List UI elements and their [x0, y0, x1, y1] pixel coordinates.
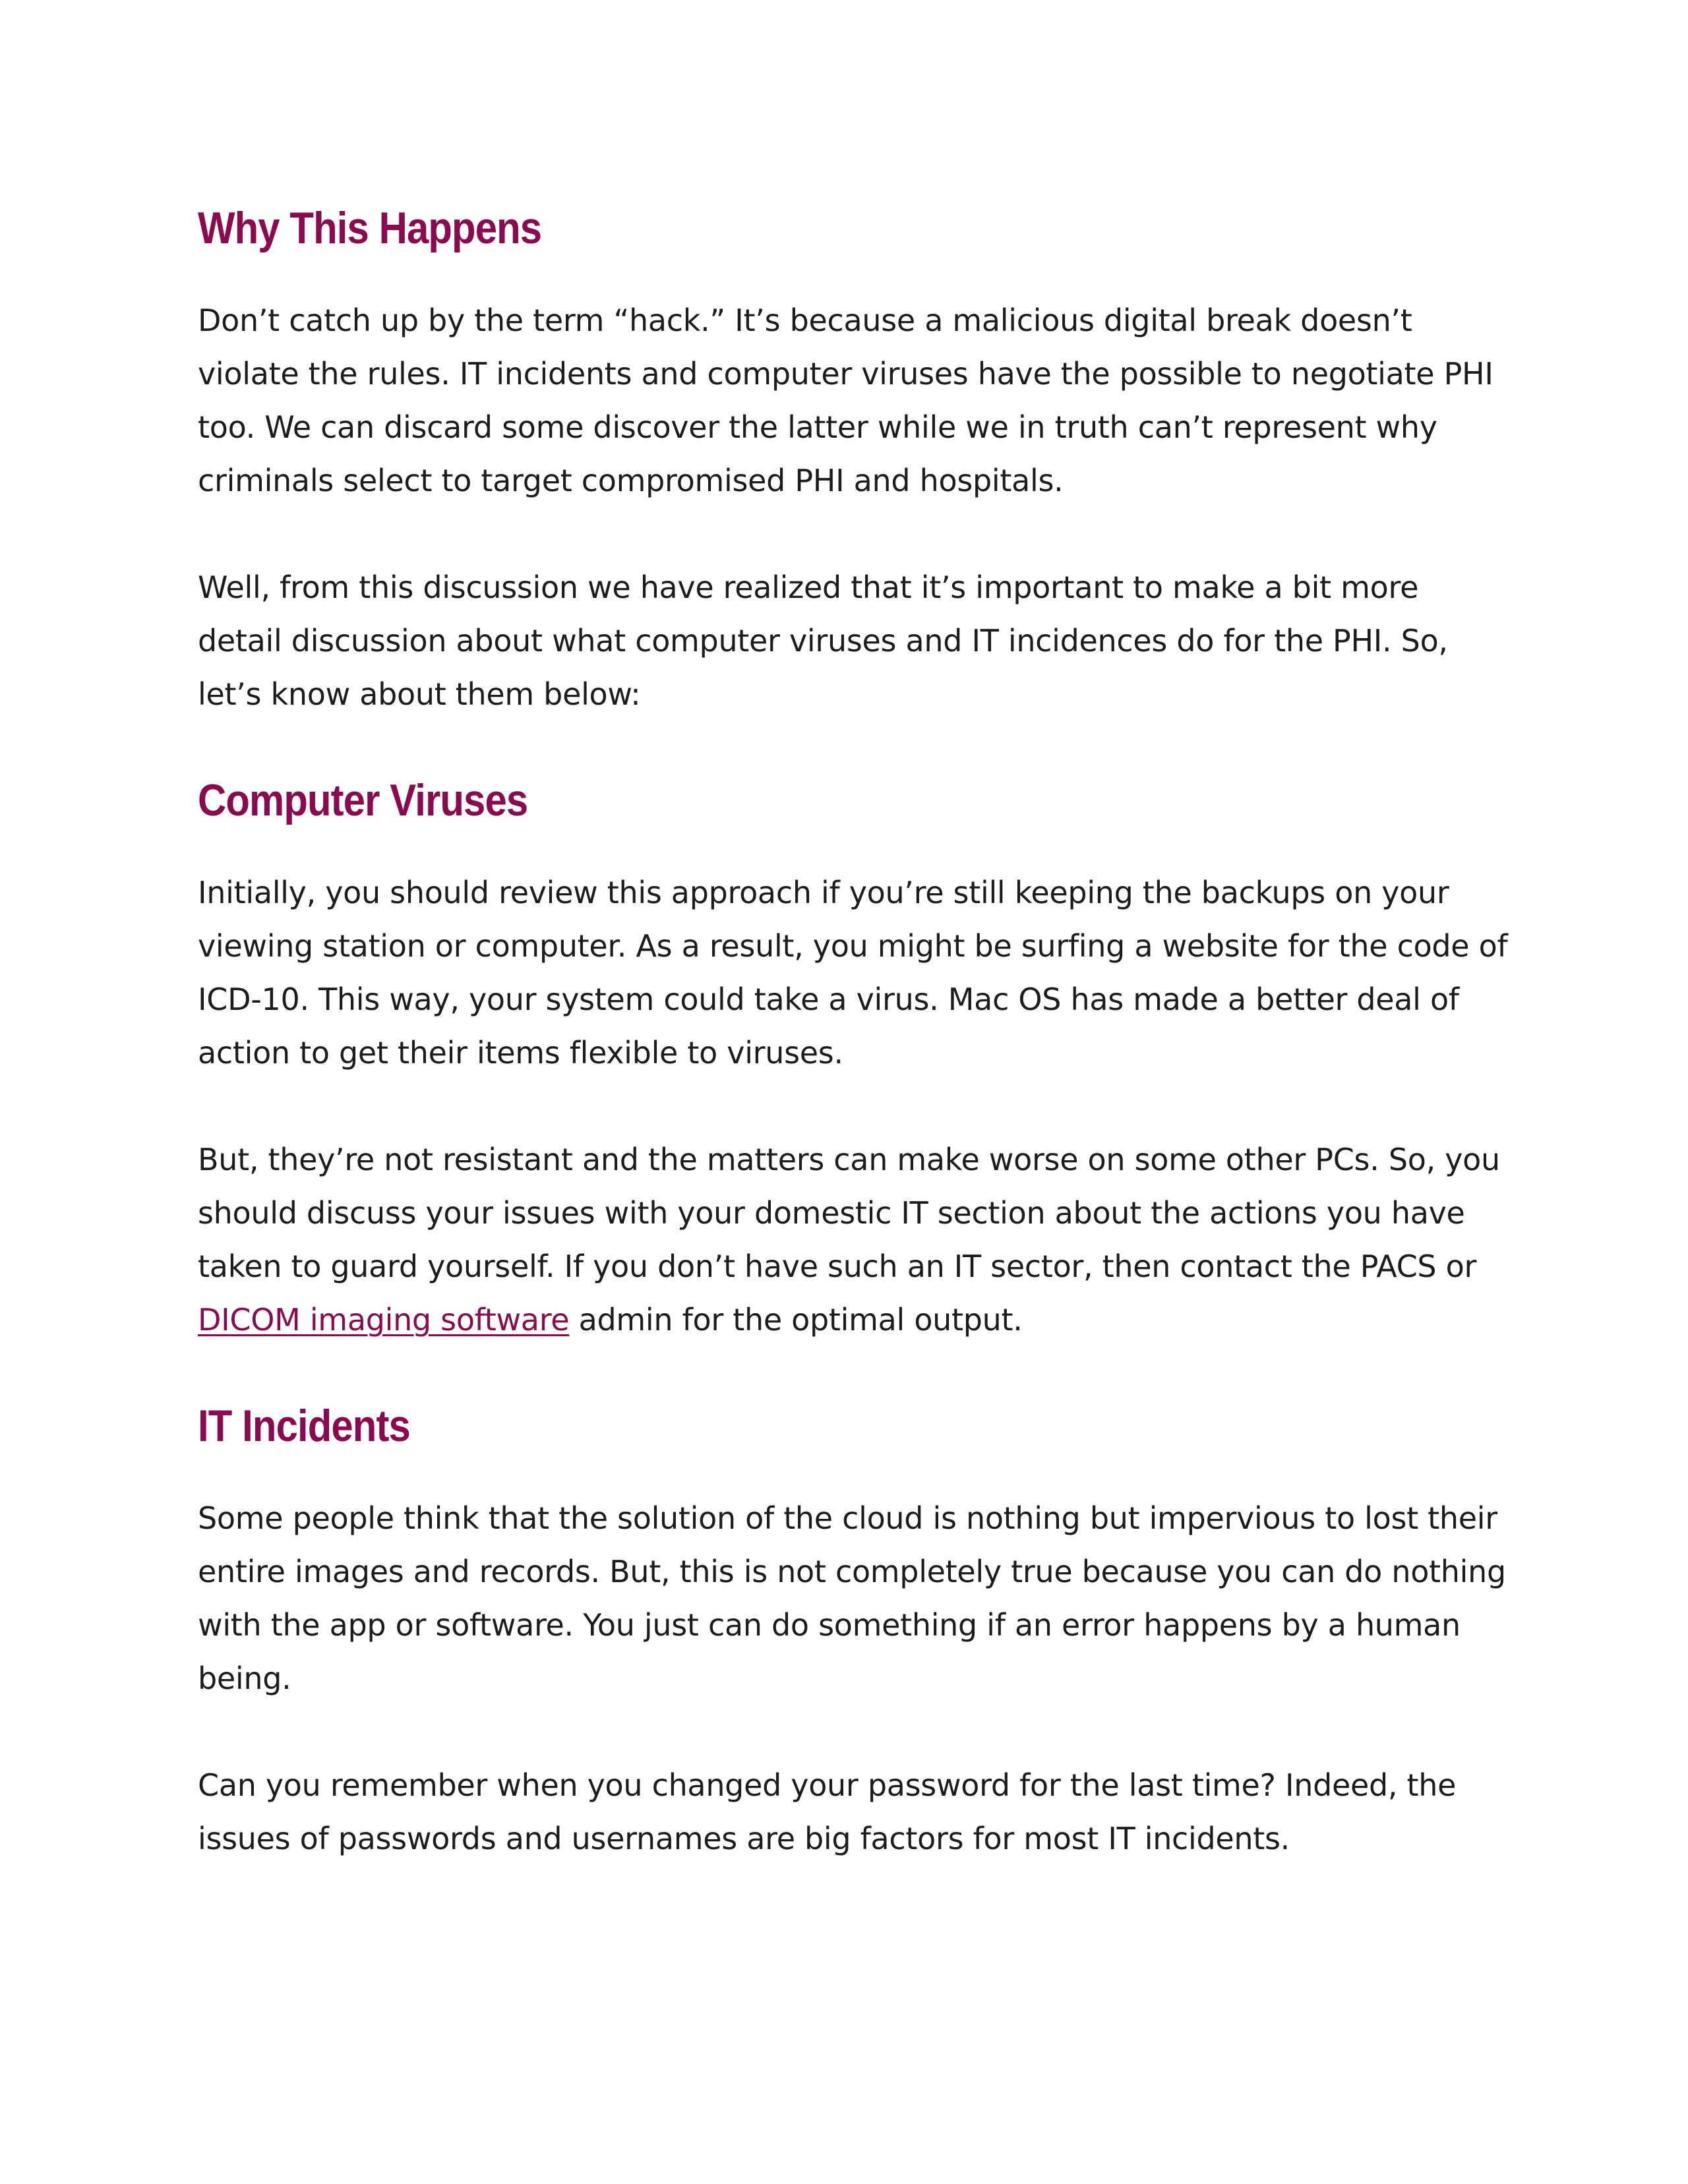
- paragraph-with-link: [198, 1133, 1510, 1347]
- paragraph: Initially, you should review this approach if you’re still keeping the backups on your viewing station or computer. As a result, you might be surfing a website for the code of ICD-10. This way, your system could take a virus. Mac OS has made a better deal of action to get their items flexible to viruses.: [198, 875, 1508, 1071]
- paragraph: Some people think that the solution of the cloud is nothing but impervious to lost their entire images and records. But, this is not completely true because you can do nothing with the app or software. You just can do something if an error happens by a human being.: [198, 1500, 1506, 1696]
- paragraph-text-before-link: But, they’re not resistant and the matters can make worse on some other PCs. So, you should discuss your issues with your domestic IT section about the actions you have taken to guard yourself. If you don’t have such an IT sector, then contact the PACS or: [198, 1142, 1500, 1284]
- paragraph-text-after-link: admin for the optimal output.: [569, 1302, 1023, 1338]
- section-heading: IT Incidents: [198, 1401, 410, 1451]
- section-heading: Why This Happens: [198, 203, 542, 253]
- document-page: [198, 198, 1510, 1866]
- paragraph: Can you remember when you changed your password for the last time? Indeed, the issues of passwords and usernames are big factors for most IT incidents.: [198, 1767, 1457, 1856]
- paragraph: Don’t catch up by the term “hack.” It’s because a malicious digital break doesn’t violate the rules. IT incidents and computer viruses have the possible to negotiate PHI too. We can discard some discover the latter while we in truth can’t represent why criminals select to target compromised PHI and hospitals.: [198, 303, 1493, 498]
- dicom-imaging-software-link[interactable]: DICOM imaging software: [198, 1302, 570, 1338]
- paragraph: Well, from this discussion we have realized that it’s important to make a bit more detail discussion about what computer viruses and IT incidences do for the PHI. So, let’s know about them below:: [198, 570, 1448, 712]
- section-computer-viruses: [198, 774, 1510, 1347]
- section-it-incidents: [198, 1400, 1510, 1866]
- section-why-this-happens: [198, 202, 1510, 721]
- section-heading: Computer Viruses: [198, 775, 528, 825]
